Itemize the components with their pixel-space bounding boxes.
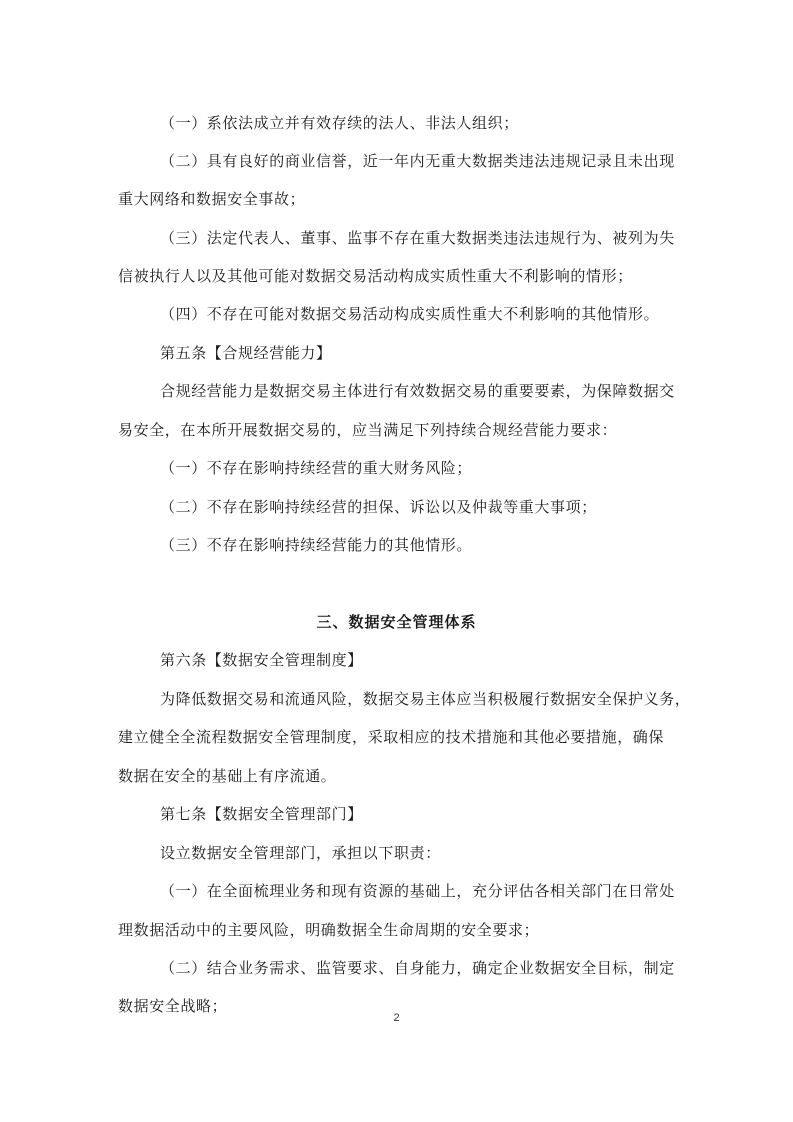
paragraph-line: 信被执行人以及其他可能对数据交易活动构成实质性重大不利影响的情形； — [118, 267, 633, 285]
paragraph-line: （四）不存在可能对数据交易活动构成实质性重大不利影响的其他情形。 — [160, 305, 660, 323]
paragraph-line: 为降低数据交易和流通风险，数据交易主体应当积极履行数据安全保护义务， — [160, 690, 691, 708]
paragraph-line: 理数据活动中的主要风险，明确数据全生命周期的安全要求； — [118, 921, 540, 939]
section-heading: 三、数据安全管理体系 — [316, 613, 477, 631]
paragraph-line: 数据在安全的基础上有序流通。 — [118, 767, 337, 785]
paragraph-line: 设立数据安全管理部门，承担以下职责： — [160, 844, 441, 862]
paragraph-line: 重大网络和数据安全事故； — [118, 190, 306, 208]
paragraph-line: （三）不存在影响持续经营能力的其他情形。 — [160, 536, 473, 554]
article-title: 第五条【合规经营能力】 — [160, 344, 332, 362]
paragraph-line: 易安全，在本所开展数据交易的，应当满足下列持续合规经营能力要求： — [118, 421, 618, 439]
paragraph-line: （二）结合业务需求、监管要求、自身能力，确定企业数据安全目标，制定 — [160, 959, 675, 977]
paragraph-line: 合规经营能力是数据交易主体进行有效数据交易的重要要素，为保障数据交 — [160, 382, 675, 400]
paragraph-line: （二）具有良好的商业信誉，近一年内无重大数据类违法违规记录且未出现 — [160, 152, 675, 170]
paragraph-line: （一）不存在影响持续经营的重大财务风险； — [160, 459, 473, 477]
paragraph-line: 数据安全战略； — [118, 997, 228, 1015]
paragraph-line: 建立健全全流程数据安全管理制度，采取相应的技术措施和其他必要措施，确保 — [118, 728, 665, 746]
page-number: 2 — [393, 1012, 400, 1024]
paragraph-line: （一）系依法成立并有效存续的法人、非法人组织； — [160, 114, 519, 132]
paragraph-line: （三）法定代表人、董事、监事不存在重大数据类违法违规行为、被列为失 — [160, 229, 675, 247]
paragraph-line: （一）在全面梳理业务和现有资源的基础上，充分评估各相关部门在日常处 — [160, 882, 675, 900]
article-title: 第六条【数据安全管理制度】 — [160, 651, 363, 669]
paragraph-line: （二）不存在影响持续经营的担保、诉讼以及仲裁等重大事项； — [160, 498, 597, 516]
article-title: 第七条【数据安全管理部门】 — [160, 805, 363, 823]
